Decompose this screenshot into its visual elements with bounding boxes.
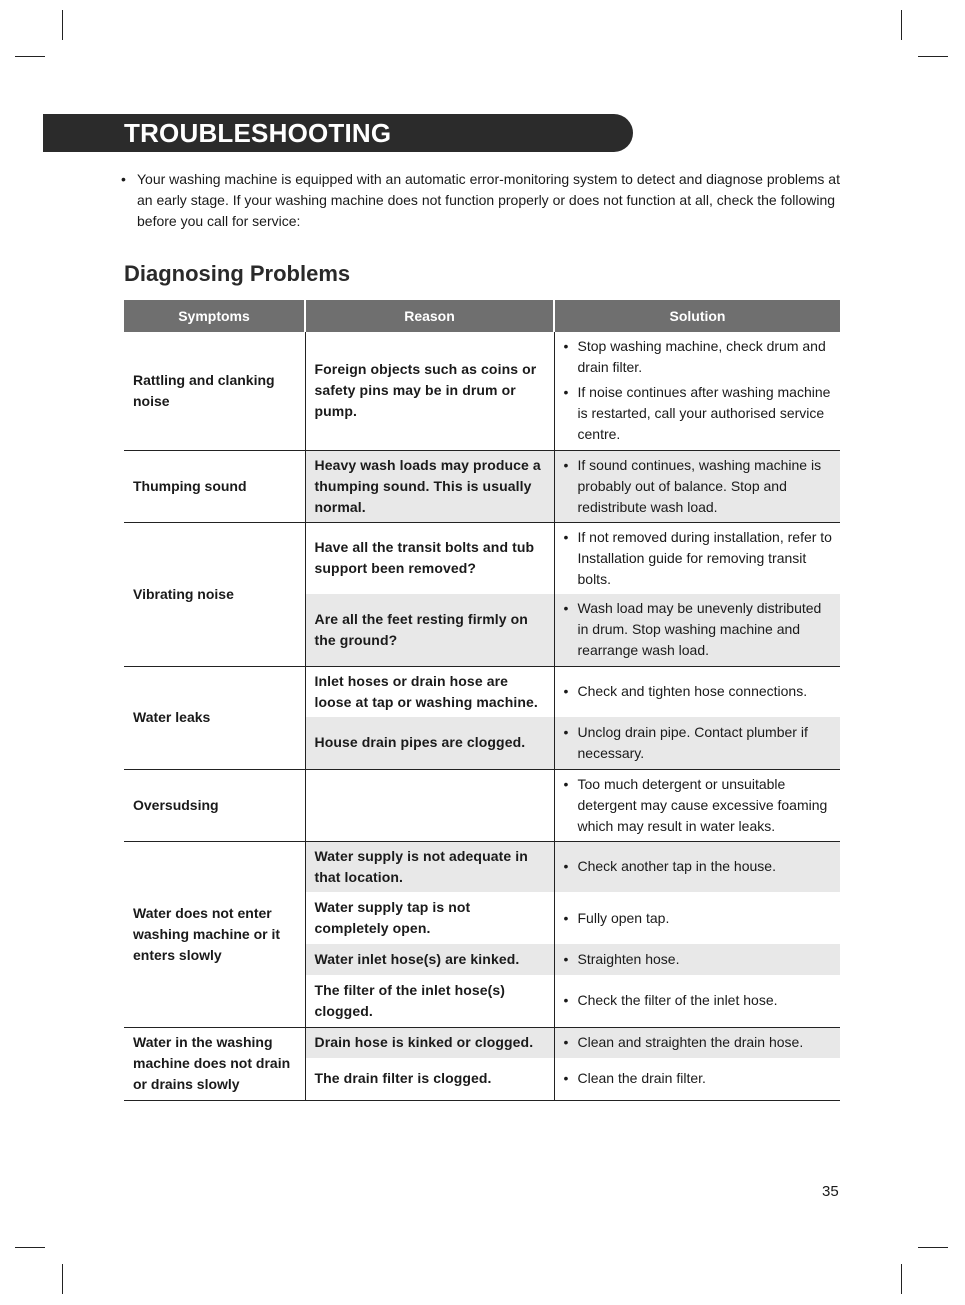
bullet-icon: • bbox=[563, 909, 569, 926]
solution-cell bbox=[554, 1058, 840, 1100]
solution-item: • Too much detergent or unsuitable detergent may cause excessive foaming which may result in water leaks. bbox=[564, 774, 835, 837]
bullet-icon: • bbox=[563, 992, 569, 1009]
solution-item: • If not removed during installation, refer to Installation guide for removing transit bolts. bbox=[564, 527, 835, 590]
reason-cell: The drain filter is clogged. bbox=[305, 1058, 554, 1100]
reason-cell: Foreign objects such as coins or safety pins may be in drum or pump. bbox=[305, 332, 554, 450]
bullet-icon: • bbox=[563, 1034, 569, 1051]
symptom-cell: Water in the washing machine does not drain or drains slowly bbox=[124, 1027, 305, 1100]
table-row bbox=[124, 522, 840, 594]
bullet-icon: • bbox=[563, 775, 569, 792]
reason-cell: Water supply tap is not completely open. bbox=[305, 892, 554, 944]
crop-mark bbox=[15, 1247, 45, 1248]
solution-cell bbox=[554, 522, 840, 594]
bullet-icon: • bbox=[563, 723, 569, 740]
solution-cell bbox=[554, 594, 840, 666]
solution-cell bbox=[554, 892, 840, 944]
solution-item: • Clean the drain filter. bbox=[564, 1068, 835, 1089]
bullet-icon: • bbox=[563, 858, 569, 875]
table-row bbox=[124, 332, 840, 450]
column-header-solution: Solution bbox=[554, 300, 840, 332]
bullet-icon: • bbox=[121, 171, 126, 187]
table-row bbox=[124, 1027, 840, 1058]
crop-mark bbox=[15, 56, 45, 57]
solution-item: • Check another tap in the house. bbox=[564, 856, 835, 877]
crop-mark bbox=[901, 10, 902, 40]
solution-cell bbox=[554, 717, 840, 769]
solution-cell bbox=[554, 841, 840, 892]
reason-cell: Heavy wash loads may produce a thumping sound. This is usually normal. bbox=[305, 450, 554, 522]
crop-mark bbox=[918, 56, 948, 57]
symptom-cell: Water leaks bbox=[124, 666, 305, 769]
bullet-icon: • bbox=[563, 1070, 569, 1087]
solution-item: • Fully open tap. bbox=[564, 908, 835, 929]
solution-item: • If sound continues, washing machine is probably out of balance. Stop and redistribute wash load. bbox=[564, 455, 835, 518]
page-number: 35 bbox=[822, 1183, 839, 1200]
reason-cell: Water supply is not adequate in that location. bbox=[305, 841, 554, 892]
reason-cell: Have all the transit bolts and tub support been removed? bbox=[305, 522, 554, 594]
crop-mark bbox=[62, 10, 63, 40]
symptom-cell: Rattling and clanking noise bbox=[124, 332, 305, 450]
reason-cell: The filter of the inlet hose(s) clogged. bbox=[305, 975, 554, 1027]
bullet-icon: • bbox=[563, 384, 569, 401]
solution-cell bbox=[554, 769, 840, 841]
troubleshooting-table bbox=[124, 300, 840, 1101]
solution-item: • Straighten hose. bbox=[564, 949, 835, 970]
column-header-reason: Reason bbox=[305, 300, 554, 332]
solution-item: • Stop washing machine, check drum and drain filter. bbox=[564, 336, 835, 378]
solution-item: • Wash load may be unevenly distributed in drum. Stop washing machine and rearrange wash load. bbox=[564, 598, 835, 661]
bullet-icon: • bbox=[563, 600, 569, 617]
intro-paragraph bbox=[121, 169, 841, 232]
solution-item: • Unclog drain pipe. Contact plumber if necessary. bbox=[564, 722, 835, 764]
solution-item: • Clean and straighten the drain hose. bbox=[564, 1032, 835, 1053]
solution-item: • Check the filter of the inlet hose. bbox=[564, 990, 835, 1011]
reason-cell: Are all the feet resting firmly on the ground? bbox=[305, 594, 554, 666]
page-title: TROUBLESHOOTING bbox=[124, 118, 392, 148]
symptom-cell: Water does not enter washing machine or it enters slowly bbox=[124, 841, 305, 1027]
bullet-icon: • bbox=[563, 338, 569, 355]
solution-item: • If noise continues after washing machine is restarted, call your authorised service centre. bbox=[564, 382, 835, 445]
symptom-cell: Thumping sound bbox=[124, 450, 305, 522]
bullet-icon: • bbox=[563, 951, 569, 967]
solution-cell bbox=[554, 975, 840, 1027]
crop-mark bbox=[918, 1247, 948, 1248]
table-row bbox=[124, 450, 840, 522]
reason-cell: Water inlet hose(s) are kinked. bbox=[305, 944, 554, 975]
table-row bbox=[124, 841, 840, 892]
crop-mark bbox=[62, 1264, 63, 1294]
table-row bbox=[124, 666, 840, 717]
symptom-cell: Oversudsing bbox=[124, 769, 305, 841]
bullet-icon: • bbox=[563, 683, 569, 700]
solution-cell bbox=[554, 666, 840, 717]
column-header-symptoms: Symptoms bbox=[124, 300, 305, 332]
crop-mark bbox=[901, 1264, 902, 1294]
bullet-icon: • bbox=[563, 456, 569, 473]
table-header-row bbox=[124, 300, 840, 332]
title-banner bbox=[43, 114, 633, 152]
solution-cell bbox=[554, 332, 840, 450]
bullet-icon: • bbox=[563, 528, 569, 545]
table-row bbox=[124, 769, 840, 841]
reason-cell: House drain pipes are clogged. bbox=[305, 717, 554, 769]
reason-cell: Inlet hoses or drain hose are loose at tap or washing machine. bbox=[305, 666, 554, 717]
reason-cell: Drain hose is kinked or clogged. bbox=[305, 1027, 554, 1058]
intro-text: Your washing machine is equipped with an automatic error-monitoring system to detect and diagnose problems at an early stage. If your washing machine does not function properly or does not function at all, check the following before you call for service: bbox=[137, 171, 840, 229]
solution-cell bbox=[554, 450, 840, 522]
solution-cell bbox=[554, 944, 840, 975]
section-title: Diagnosing Problems bbox=[124, 261, 351, 286]
symptom-cell: Vibrating noise bbox=[124, 522, 305, 666]
reason-cell bbox=[305, 769, 554, 841]
solution-cell bbox=[554, 1027, 840, 1058]
solution-item: • Check and tighten hose connections. bbox=[564, 681, 835, 702]
